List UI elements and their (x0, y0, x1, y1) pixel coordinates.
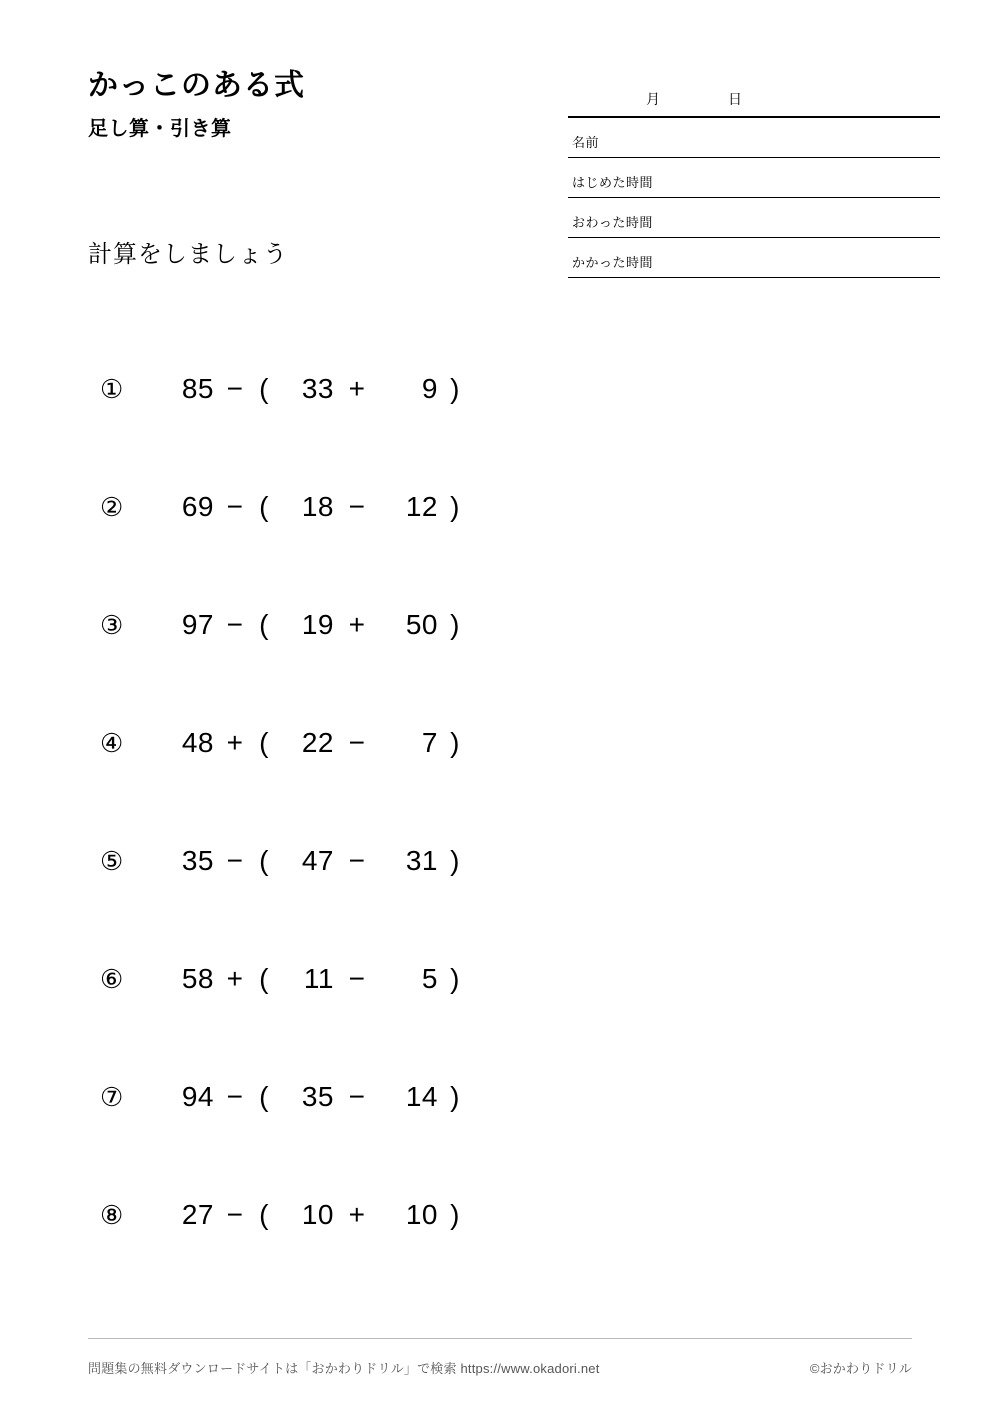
page-title: かっこのある式 (88, 69, 305, 102)
operator-2: + (348, 609, 366, 640)
operator-2: + (348, 373, 366, 404)
paren-open: ( (259, 727, 269, 758)
operand-a: 58 (181, 963, 214, 994)
problem-number: ③ (100, 609, 124, 640)
paren-close: ) (450, 373, 460, 404)
operand-b: 19 (301, 609, 334, 640)
footer-divider (88, 1338, 912, 1339)
paren-open: ( (259, 373, 269, 404)
operand-a: 27 (181, 1199, 214, 1230)
paren-close: ) (450, 727, 460, 758)
operand-b: 22 (301, 727, 334, 758)
paren-close: ) (450, 845, 460, 876)
problem-row (100, 566, 520, 684)
operator-1: + (226, 963, 244, 994)
start-time-label: はじめた時間 (572, 175, 654, 190)
elapsed-time-label: かかった時間 (572, 255, 654, 270)
problem-number: ② (100, 491, 124, 522)
operator-2: − (348, 727, 366, 758)
operand-c: 12 (405, 491, 438, 522)
operand-c: 14 (405, 1081, 438, 1112)
paren-close: ) (450, 963, 460, 994)
paren-open: ( (259, 1199, 269, 1230)
name-label: 名前 (572, 135, 600, 150)
operand-c: 9 (421, 373, 438, 404)
paren-open: ( (259, 491, 269, 522)
operand-b: 10 (301, 1199, 334, 1230)
operand-b: 47 (301, 845, 334, 876)
operand-c: 10 (405, 1199, 438, 1230)
operator-1: − (226, 609, 244, 640)
operand-b: 33 (301, 373, 334, 404)
operand-a: 35 (181, 845, 214, 876)
operator-2: − (348, 963, 366, 994)
operand-a: 48 (181, 727, 214, 758)
operand-b: 11 (303, 963, 334, 994)
problem-number: ① (100, 373, 124, 404)
operator-1: − (226, 491, 244, 522)
end-time-row[interactable] (568, 198, 940, 238)
paren-close: ) (450, 1081, 460, 1112)
problem-row (100, 448, 520, 566)
elapsed-time-row[interactable] (568, 238, 940, 278)
paren-open: ( (259, 845, 269, 876)
operator-1: − (226, 373, 244, 404)
footer-credit-right: ©おかわりドリル (809, 1361, 912, 1376)
problem-number: ⑧ (100, 1199, 124, 1230)
operator-1: − (226, 1199, 244, 1230)
operator-2: − (348, 845, 366, 876)
month-label: 月 (646, 91, 660, 107)
operand-b: 35 (301, 1081, 334, 1112)
problem-row (100, 330, 520, 448)
operator-1: − (226, 845, 244, 876)
page-subtitle: 足し算・引き算 (88, 118, 232, 140)
date-row[interactable] (568, 78, 940, 118)
problem-number: ⑥ (100, 963, 124, 994)
operand-c: 7 (421, 727, 438, 758)
operand-c: 31 (405, 845, 438, 876)
operand-a: 85 (181, 373, 214, 404)
problem-row (100, 1038, 520, 1156)
student-info-table (568, 78, 940, 278)
operand-a: 97 (181, 609, 214, 640)
problem-row (100, 920, 520, 1038)
operator-2: + (348, 1199, 366, 1230)
paren-close: ) (450, 1199, 460, 1230)
problem-row (100, 802, 520, 920)
operand-c: 5 (421, 963, 438, 994)
title-block (88, 68, 305, 141)
operator-1: + (226, 727, 244, 758)
paren-close: ) (450, 609, 460, 640)
problem-number: ④ (100, 727, 124, 758)
operator-2: − (348, 491, 366, 522)
footer-credit-left: 問題集の無料ダウンロードサイトは「おかわりドリル」で検索 https://www.okadori.net (88, 1361, 600, 1376)
problem-row (100, 684, 520, 802)
end-time-label: おわった時間 (572, 215, 653, 230)
name-row[interactable] (568, 118, 940, 158)
operand-b: 18 (301, 491, 334, 522)
paren-open: ( (259, 963, 269, 994)
day-label: 日 (728, 91, 742, 107)
problem-number: ⑤ (100, 845, 124, 876)
operand-a: 69 (181, 491, 214, 522)
start-time-row[interactable] (568, 158, 940, 198)
instruction-text: 計算をしましょう (88, 241, 288, 268)
operand-c: 50 (405, 609, 438, 640)
operand-a: 94 (181, 1081, 214, 1112)
operator-2: − (348, 1081, 366, 1112)
problem-row (100, 1156, 520, 1274)
operator-1: − (226, 1081, 244, 1112)
paren-open: ( (259, 1081, 269, 1112)
problem-list (100, 330, 520, 1274)
problem-number: ⑦ (100, 1081, 124, 1112)
paren-open: ( (259, 609, 269, 640)
paren-close: ) (450, 491, 460, 522)
